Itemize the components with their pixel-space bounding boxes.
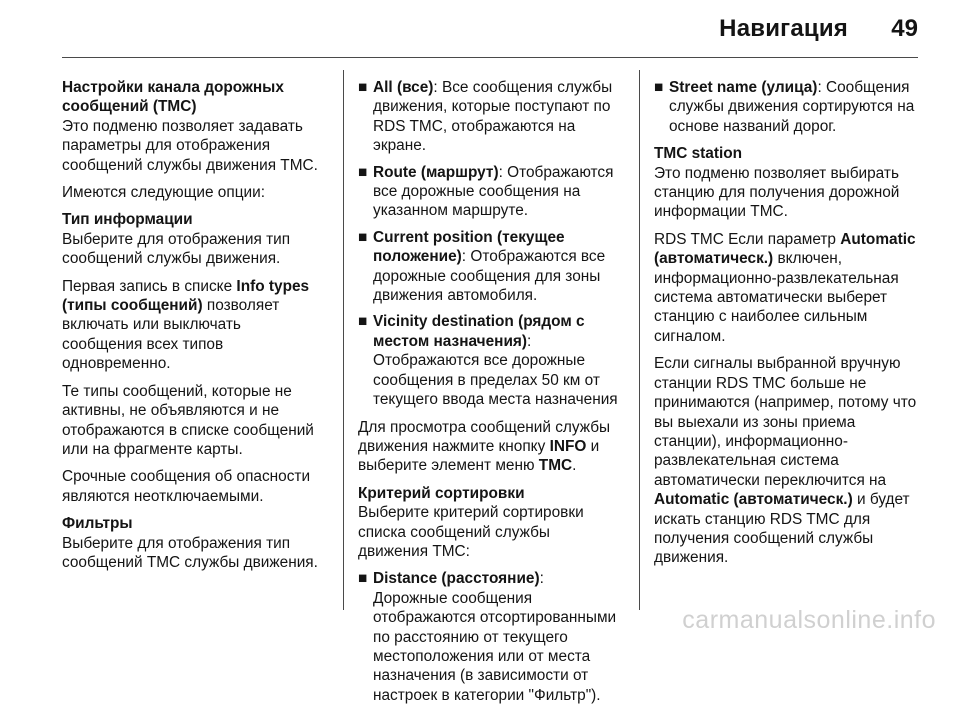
sort-options-list-continued	[654, 78, 917, 136]
text: : Все сообщения службы движения, которые поступают по RDS TMC, отображаются на экране.	[373, 79, 613, 155]
text: : Дорожные сообщения отображаются отсортированными по расстоянию от текущего местоположения или от места назначения (в зависимости от настроек в категории "Фильтр").	[373, 570, 617, 704]
column-divider	[343, 70, 344, 610]
paragraph: Те типы сообщений, которые не активны, не объявляются и не отображаются в списке сообщений или на фрагменте карты.	[62, 382, 314, 458]
sort-options-list	[358, 569, 621, 705]
text: Для просмотра сообщений службы движения нажмите кнопку	[358, 418, 611, 455]
bullet-icon: ■	[358, 228, 368, 246]
column-divider	[639, 70, 640, 610]
menu-term: Vicinity destination (рядом с местом назначения)	[373, 313, 585, 350]
menu-term: Current position (текущее положение)	[373, 228, 565, 266]
section-heading-station: TMC station	[654, 145, 743, 163]
section-heading-sort: Критерий сортировки	[358, 484, 525, 502]
paragraph: Это подменю позволяет задавать параметры для отображения сообщений службы движения TMC.	[62, 117, 318, 174]
text: : Отображаются все дорожные сообщения на указанном маршруте.	[373, 163, 614, 220]
paragraph: Выберите для отображения тип сообщений TMC службы движения.	[62, 534, 318, 571]
paragraph: Срочные сообщения об опасности являются неотключаемыми.	[62, 468, 311, 505]
menu-term: Street name (улица)	[669, 79, 818, 96]
list-item	[654, 78, 917, 136]
text: Если сигналы выбранной вручную станции RDS TMC больше не принимаются (например, потому что вы выехали из зоны приема станции), информационно-развлекательная система автоматически переключится на	[654, 355, 917, 489]
bullet-icon: ■	[358, 163, 368, 181]
paragraph	[654, 354, 917, 567]
paragraph	[62, 277, 325, 374]
info-button-term: INFO	[549, 437, 587, 455]
list-item	[358, 163, 621, 221]
paragraph: Выберите критерий сортировки списка сообщений службы движения TMC:	[358, 504, 584, 560]
text: включен, информационно-развлекательная система автоматически выберет станцию с наиболее сильным сигналом.	[654, 250, 899, 345]
column-left	[62, 78, 325, 580]
text: и выберите элемент меню	[358, 437, 600, 475]
text: позволяет включать или выключать сообщения всех типов одновременно.	[62, 297, 280, 373]
page-number: 49	[891, 15, 918, 42]
menu-term: Distance (расстояние)	[373, 570, 540, 588]
menu-term: TMC	[538, 457, 573, 475]
paragraph: Это подменю позволяет выбирать станцию для получения дорожной информации TMC.	[654, 164, 900, 221]
section-heading-tmc: Настройки канала дорожных сообщений (TMC)	[62, 79, 284, 116]
column-middle	[358, 78, 621, 713]
text: : Отображаются все дорожные сообщения в пределах 50 км от текущего ввода места назначения	[373, 332, 618, 409]
header-divider	[62, 57, 918, 58]
menu-term: Route (маршрут)	[373, 163, 499, 181]
text: .	[572, 457, 577, 475]
text: Первая запись в списке	[62, 277, 237, 295]
bullet-icon: ■	[358, 570, 368, 588]
list-item	[358, 569, 621, 705]
text: : Отображаются все дорожные сообщения для зоны движения автомобиля.	[373, 248, 606, 305]
section-heading-info-type: Тип информации	[62, 211, 193, 229]
paragraph: Имеются следующие опции:	[62, 184, 265, 202]
list-item	[358, 228, 621, 306]
watermark: carmanualsonline.info	[682, 606, 936, 634]
section-heading-filters: Фильтры	[62, 515, 133, 533]
menu-term: Info types (типы сообщений)	[62, 277, 310, 315]
page-header	[0, 0, 960, 50]
text: RDS TMC Если параметр	[654, 230, 841, 248]
bullet-icon: ■	[654, 79, 664, 96]
paragraph: Выберите для отображения тип сообщений службы движения.	[62, 230, 291, 268]
paragraph	[654, 230, 917, 346]
column-right	[654, 78, 917, 576]
filter-options-list	[358, 78, 621, 410]
menu-term: Automatic (автоматическ.)	[654, 230, 916, 268]
text: : Сообщения службы движения сортируются на основе названий дорог.	[669, 79, 915, 135]
list-item	[358, 78, 621, 156]
list-item	[358, 312, 621, 409]
text: и будет искать станцию RDS TMC для получения сообщений службы движения.	[654, 491, 910, 567]
bullet-icon: ■	[358, 313, 368, 331]
page-title: Навигация	[719, 15, 848, 42]
menu-term: Automatic (автоматическ.)	[654, 491, 853, 509]
menu-term: All (все)	[373, 79, 434, 96]
paragraph	[358, 418, 621, 476]
bullet-icon: ■	[358, 79, 368, 96]
